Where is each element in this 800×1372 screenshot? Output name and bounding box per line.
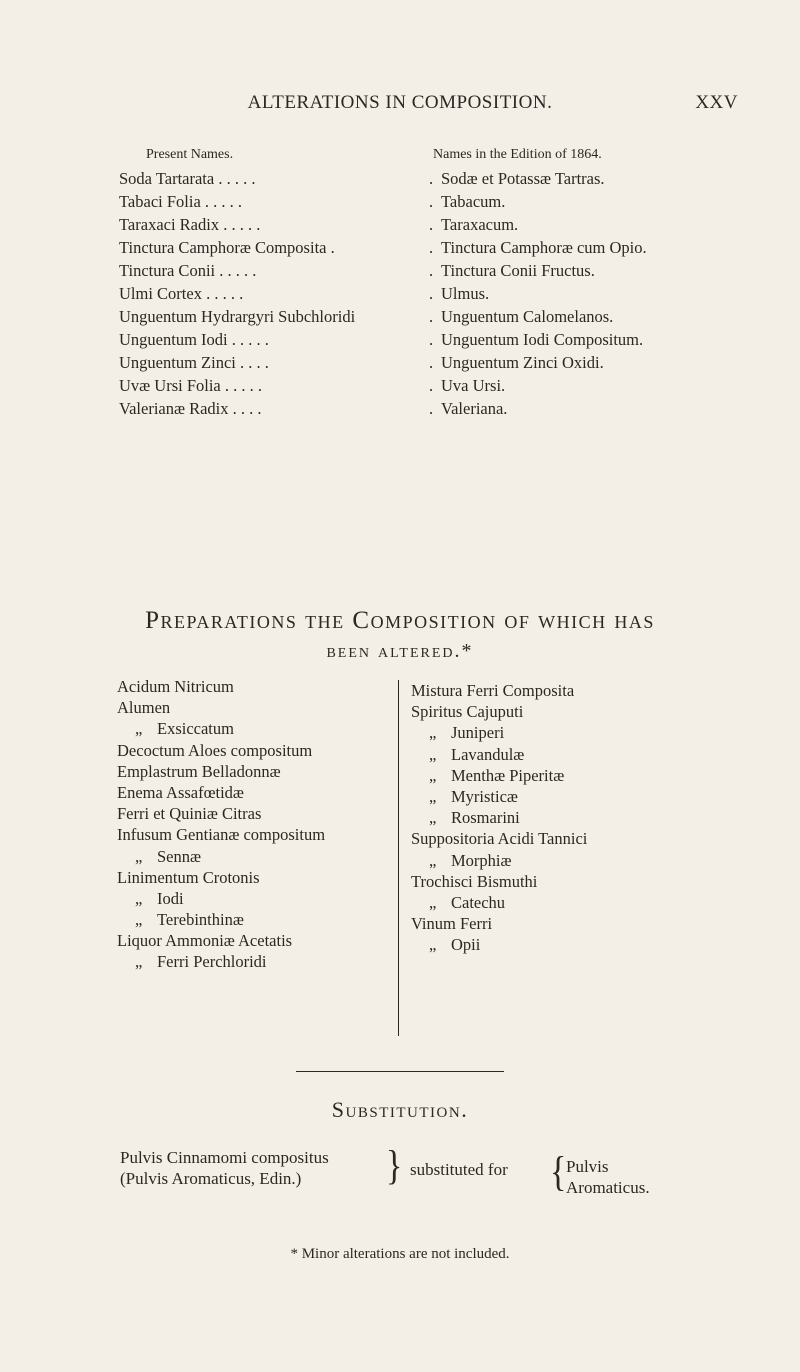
ditto-mark: „ bbox=[429, 723, 437, 743]
preparation-name: Infusum Gentianæ compositum bbox=[117, 825, 326, 845]
preparation-name: Alumen bbox=[117, 698, 171, 718]
present-name: Unguentum Zinci . . . . bbox=[119, 353, 269, 372]
preparations-heading-cont: been altered.* bbox=[326, 640, 474, 662]
names-table-rows bbox=[119, 167, 759, 420]
preparation-name: Myristicæ bbox=[451, 786, 518, 806]
preparation-item bbox=[411, 765, 711, 786]
names-table bbox=[119, 147, 759, 420]
leader-dot: . bbox=[429, 215, 434, 234]
present-name: Unguentum Iodi . . . . . bbox=[119, 330, 269, 349]
preparation-item bbox=[411, 807, 711, 828]
present-name: Tabaci Folia . . . . . bbox=[119, 192, 243, 211]
preparation-item bbox=[117, 676, 392, 697]
leader-dot: . bbox=[429, 192, 434, 211]
preparation-name: Menthæ Piperitæ bbox=[451, 765, 565, 785]
names-row bbox=[119, 213, 759, 236]
old-name: Tabacum. bbox=[441, 192, 506, 211]
preparation-name: Exsiccatum bbox=[157, 719, 234, 739]
preparation-name: Acidum Nitricum bbox=[117, 677, 234, 696]
preparation-name: Spiritus Cajuputi bbox=[411, 702, 524, 722]
old-name: Uva Ursi. bbox=[441, 376, 506, 395]
names-row bbox=[119, 190, 759, 213]
preparation-item bbox=[117, 697, 392, 718]
old-names-heading: Names in the Edition of 1864. bbox=[433, 147, 602, 162]
names-row bbox=[119, 259, 759, 282]
present-name: Ulmi Cortex . . . . . bbox=[119, 284, 244, 303]
leader-dot: . bbox=[429, 261, 434, 280]
ditto-mark: „ bbox=[135, 846, 143, 866]
preparation-name: Decoctum Aloes compositum bbox=[117, 740, 313, 760]
substitution-heading: Substitution. bbox=[331, 1097, 469, 1122]
names-row bbox=[119, 305, 759, 328]
present-name: Taraxaci Radix . . . . . bbox=[119, 215, 261, 234]
left-brace: { bbox=[550, 1149, 567, 1196]
footnote: * Minor alterations are not included. bbox=[290, 1246, 510, 1262]
substitute-synonym: (Pulvis Aromaticus, Edin.) bbox=[120, 1169, 302, 1188]
preparation-item bbox=[117, 930, 392, 951]
preparation-item bbox=[411, 892, 711, 913]
preparation-item bbox=[117, 951, 392, 972]
preparation-item bbox=[117, 718, 392, 739]
ditto-mark: „ bbox=[135, 952, 143, 972]
old-name: Unguentum Iodi Compositum. bbox=[441, 330, 644, 349]
substituted-for-text: substituted for bbox=[410, 1160, 508, 1179]
preparation-name: Liquor Ammoniæ Acetatis bbox=[117, 931, 293, 951]
preparation-item bbox=[117, 740, 392, 761]
preparation-name: Iodi bbox=[157, 888, 184, 908]
ditto-mark: „ bbox=[135, 719, 143, 739]
ditto-mark: „ bbox=[429, 892, 437, 912]
old-name: Tinctura Conii Fructus. bbox=[441, 261, 595, 280]
names-row bbox=[119, 374, 759, 397]
substitution-entry bbox=[120, 1144, 720, 1208]
preparation-name: Mistura Ferri Composita bbox=[411, 681, 575, 700]
old-name: Unguentum Calomelanos. bbox=[441, 307, 614, 326]
old-name: Taraxacum. bbox=[441, 215, 519, 234]
preparations-heading: Preparations the Composition of which has bbox=[145, 607, 655, 634]
old-name: Valeriana. bbox=[441, 399, 508, 418]
preparation-name: Terebinthinæ bbox=[157, 910, 244, 930]
substitute-name: Pulvis Cinnamomi compositus bbox=[120, 1148, 329, 1167]
preparation-item bbox=[117, 761, 392, 782]
leader-dot: . bbox=[429, 330, 434, 349]
preparation-name: Emplastrum Belladonnæ bbox=[117, 761, 281, 781]
preparation-item bbox=[411, 722, 711, 743]
preparation-item bbox=[411, 680, 711, 701]
names-row bbox=[119, 282, 759, 305]
preparation-name: Vinum Ferri bbox=[411, 914, 493, 934]
preparation-item bbox=[411, 786, 711, 807]
old-name: Unguentum Zinci Oxidi. bbox=[441, 353, 604, 372]
leader-dot: . bbox=[429, 353, 434, 372]
ditto-mark: „ bbox=[429, 786, 437, 806]
preparation-item bbox=[411, 850, 711, 871]
preparation-name: Ferri et Quiniæ Citras bbox=[117, 804, 262, 824]
preparation-name: Enema Assafœtidæ bbox=[117, 782, 244, 802]
column-divider bbox=[398, 680, 399, 1036]
names-row bbox=[119, 236, 759, 259]
preparation-item bbox=[117, 824, 392, 845]
present-name: Unguentum Hydrargyri Subchloridi bbox=[119, 307, 356, 326]
preparation-name: Ferri Perchloridi bbox=[157, 952, 267, 972]
preparation-name: Linimentum Crotonis bbox=[117, 867, 260, 887]
ditto-mark: „ bbox=[429, 765, 437, 785]
preparation-name: Opii bbox=[451, 935, 481, 955]
ditto-mark: „ bbox=[429, 808, 437, 828]
present-name: Uvæ Ursi Folia . . . . . bbox=[119, 376, 263, 395]
right-brace: } bbox=[386, 1144, 403, 1189]
preparation-item bbox=[117, 888, 392, 909]
ditto-mark: „ bbox=[135, 888, 143, 908]
replaced-name-line2: Aromaticus. bbox=[566, 1178, 650, 1197]
preparation-name: Rosmarini bbox=[451, 808, 520, 828]
preparation-name: Lavandulæ bbox=[451, 744, 525, 764]
preparation-item bbox=[411, 744, 711, 765]
old-name: Tinctura Camphoræ cum Opio. bbox=[441, 238, 647, 257]
old-name: Sodæ et Potassæ Tartras. bbox=[441, 169, 605, 188]
preparation-item bbox=[117, 803, 392, 824]
ditto-mark: „ bbox=[429, 850, 437, 870]
leader-dot: . bbox=[429, 376, 434, 395]
leader-dot: . bbox=[429, 284, 434, 303]
ditto-mark: „ bbox=[429, 935, 437, 955]
present-name: Soda Tartarata . . . . . bbox=[119, 169, 256, 188]
running-header bbox=[0, 92, 800, 124]
present-names-heading: Present Names. bbox=[146, 147, 234, 162]
preparation-item bbox=[411, 871, 711, 892]
old-name: Ulmus. bbox=[441, 284, 490, 303]
preparation-name: Trochisci Bismuthi bbox=[411, 871, 538, 891]
preparation-item bbox=[117, 909, 392, 930]
ditto-mark: „ bbox=[135, 910, 143, 930]
preparation-item bbox=[411, 934, 711, 955]
page-number: XXV bbox=[695, 92, 738, 113]
preparation-name: Morphiæ bbox=[451, 850, 512, 870]
names-row bbox=[119, 328, 759, 351]
replaced-name-line1: Pulvis bbox=[566, 1157, 609, 1176]
names-row bbox=[119, 167, 759, 190]
page-title: ALTERATIONS IN COMPOSITION. bbox=[247, 92, 553, 113]
preparation-item bbox=[117, 782, 392, 803]
leader-dot: . bbox=[429, 307, 434, 326]
preparation-item bbox=[411, 828, 711, 849]
present-name: Valerianæ Radix . . . . bbox=[119, 399, 262, 418]
preparations-right-column bbox=[411, 680, 711, 955]
preparation-item bbox=[117, 867, 392, 888]
section-rule bbox=[296, 1071, 504, 1072]
preparation-name: Juniperi bbox=[451, 723, 505, 743]
preparation-name: Suppositoria Acidi Tannici bbox=[411, 829, 588, 849]
names-row bbox=[119, 397, 759, 420]
leader-dot: . bbox=[429, 399, 434, 418]
preparation-item bbox=[411, 913, 711, 934]
names-row bbox=[119, 351, 759, 374]
present-name: Tinctura Conii . . . . . bbox=[119, 261, 257, 280]
preparation-name: Sennæ bbox=[157, 846, 202, 866]
leader-dot: . bbox=[429, 169, 434, 188]
preparation-item bbox=[411, 701, 711, 722]
leader-dot: . bbox=[429, 238, 434, 257]
preparation-item bbox=[117, 846, 392, 867]
preparation-name: Catechu bbox=[451, 892, 506, 912]
preparations-left-column bbox=[117, 676, 392, 973]
ditto-mark: „ bbox=[429, 744, 437, 764]
present-name: Tinctura Camphoræ Composita . bbox=[119, 238, 335, 257]
names-table-headings bbox=[119, 147, 759, 167]
